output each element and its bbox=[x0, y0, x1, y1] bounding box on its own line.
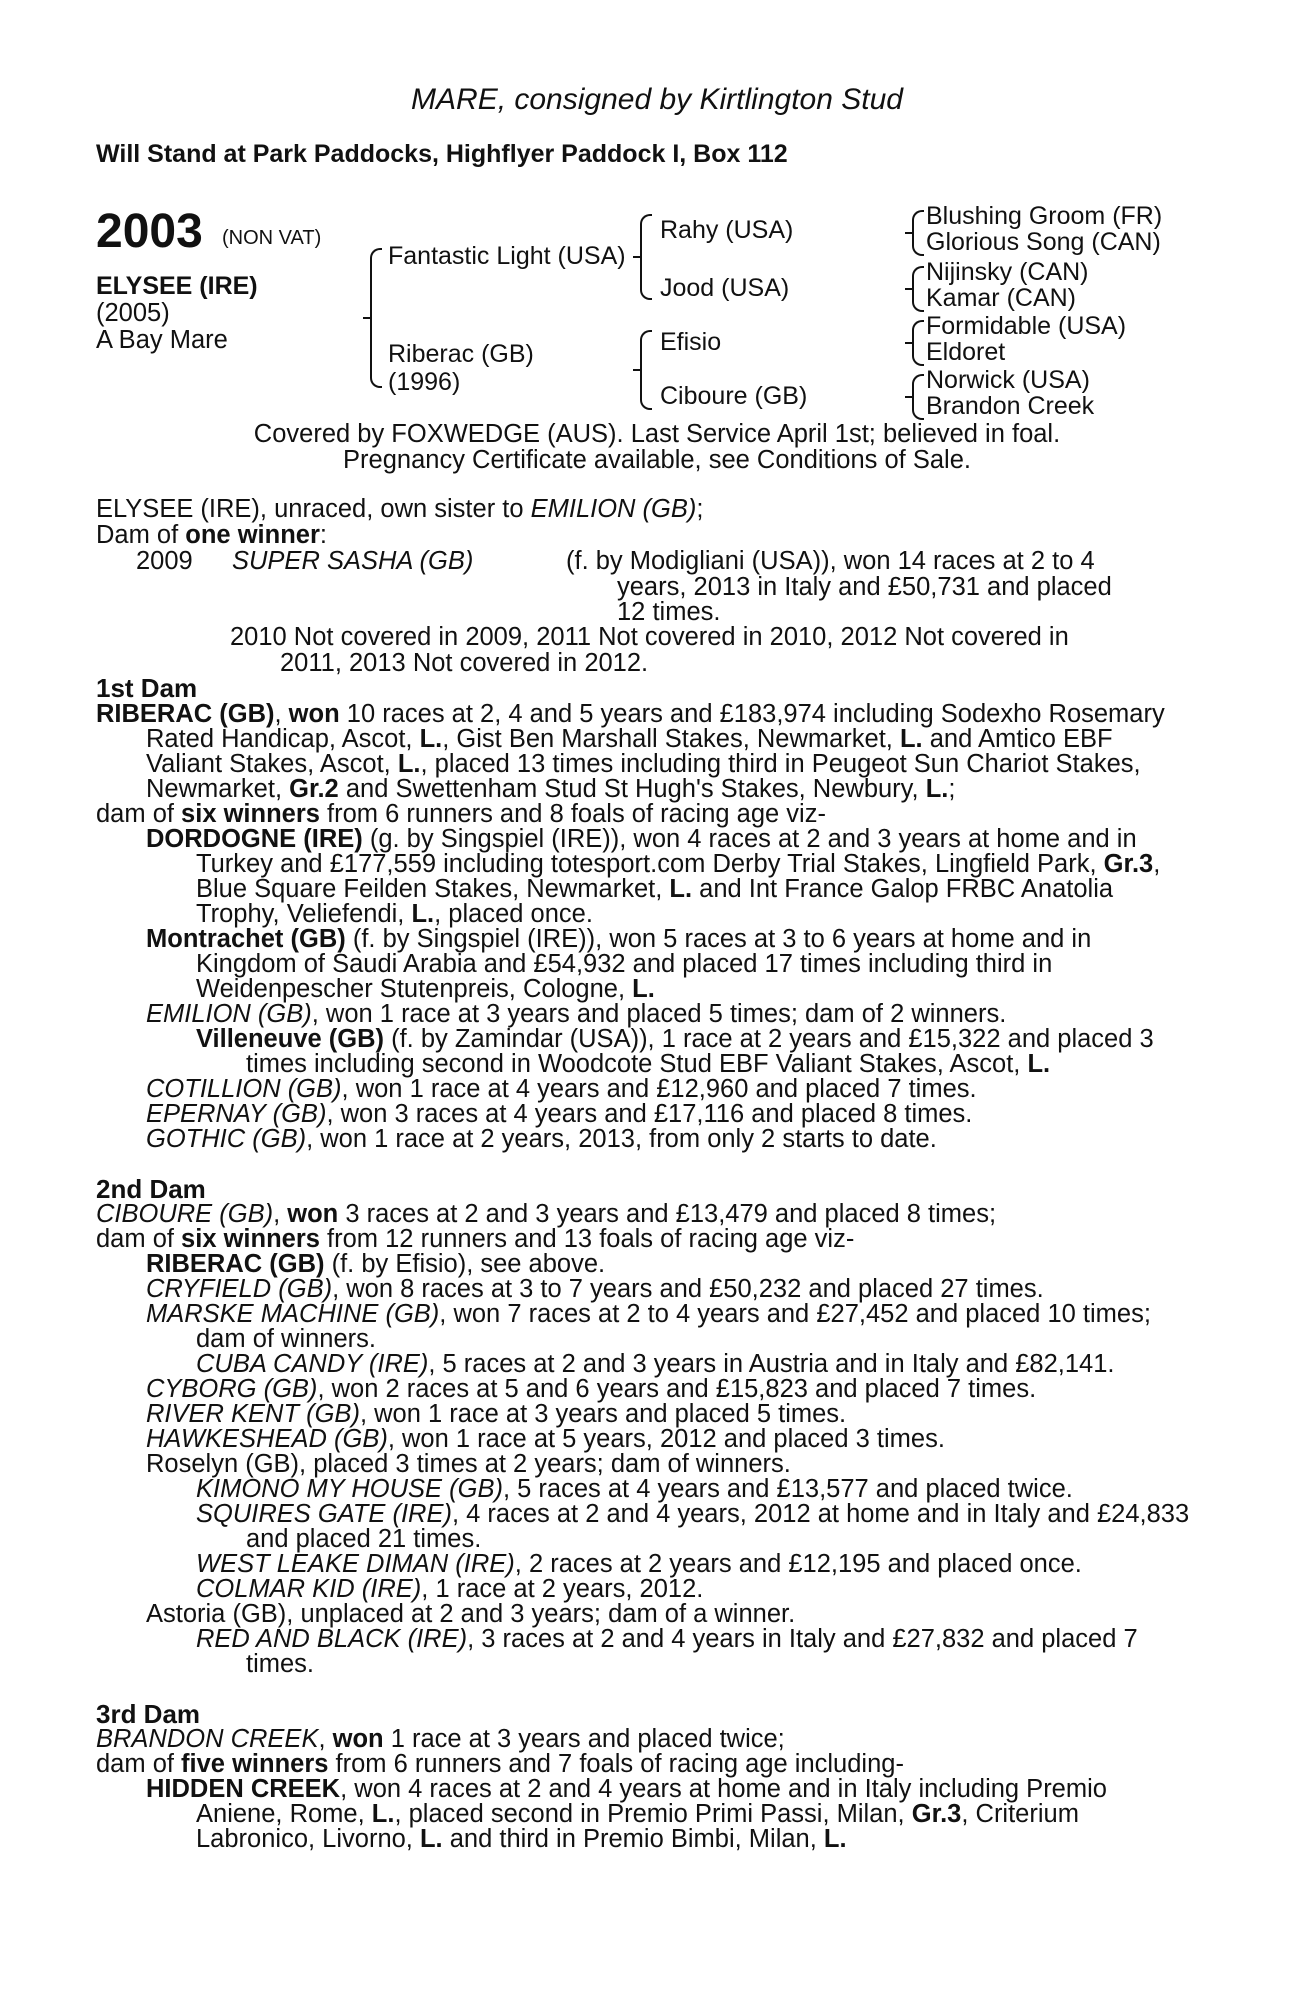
progeny-line: RED AND BLACK (IRE), 3 races at 2 and 4 years in Italy and £27,832 and placed 7 bbox=[196, 1625, 1138, 1653]
pedigree-brace-g78 bbox=[912, 374, 924, 420]
pedigree-dam-sire: Efisio bbox=[660, 328, 722, 356]
pedigree-gg-1: Blushing Groom (FR) bbox=[926, 202, 1163, 230]
dam-of-line: Dam of one winner: bbox=[96, 521, 327, 549]
progeny-line: Trophy, Veliefendi, L., placed once. bbox=[196, 900, 593, 928]
progeny-line: CUBA CANDY (IRE), 5 races at 2 and 3 years in Austria and in Italy and £82,141. bbox=[196, 1350, 1115, 1378]
dam-of-summary: dam of five winners from 6 runners and 7 foals of racing age including- bbox=[96, 1750, 904, 1778]
progeny-line: Labronico, Livorno, L. and third in Premio Bimbi, Milan, L. bbox=[196, 1825, 847, 1853]
progeny-line: KIMONO MY HOUSE (GB), 5 races at 4 years and £13,577 and placed twice. bbox=[196, 1475, 1073, 1503]
progeny-line: EPERNAY (GB), won 3 races at 4 years and £17,116 and placed 8 times. bbox=[146, 1100, 973, 1128]
dam-entry-line: Valiant Stakes, Ascot, L., placed 13 times including third in Peugeot Sun Chariot Stakes, bbox=[146, 750, 1141, 778]
dam-entry-line: BRANDON CREEK, won 1 race at 3 years and placed twice; bbox=[96, 1725, 785, 1753]
pedigree-dam: Riberac (GB) bbox=[388, 340, 534, 368]
pedigree-dam-year: (1996) bbox=[388, 368, 461, 396]
pedigree-sire: Fantastic Light (USA) bbox=[388, 242, 626, 270]
pedigree-dam-dam: Ciboure (GB) bbox=[660, 382, 808, 410]
progeny-line: times including second in Woodcote Stud EBF Valiant Stakes, Ascot, L. bbox=[246, 1050, 1051, 1078]
produce-foal-line: years, 2013 in Italy and £50,731 and placed bbox=[617, 573, 1112, 601]
covering-year: 2003 bbox=[96, 205, 203, 258]
section-heading-1st-dam: 1st Dam bbox=[96, 673, 198, 703]
progeny-line: HAWKESHEAD (GB), won 1 race at 5 years, 2012 and placed 3 times. bbox=[146, 1425, 945, 1453]
progeny-line: MARSKE MACHINE (GB), won 7 races at 2 to 4 years and £27,452 and placed 10 times; bbox=[146, 1300, 1151, 1328]
progeny-line: and placed 21 times. bbox=[246, 1525, 482, 1553]
progeny-line: RIVER KENT (GB), won 1 race at 3 years and placed 5 times. bbox=[146, 1400, 847, 1428]
produce-intro: ELYSEE (IRE), unraced, own sister to EMILION (GB); bbox=[96, 495, 704, 523]
progeny-line: RIBERAC (GB) (f. by Efisio), see above. bbox=[146, 1250, 606, 1278]
dam-of-summary: dam of six winners from 6 runners and 8 foals of racing age viz- bbox=[96, 800, 826, 828]
progeny-line: HIDDEN CREEK, won 4 races at 2 and 4 years at home and in Italy including Premio bbox=[146, 1775, 1107, 1803]
pedigree-brace-dam bbox=[640, 330, 652, 410]
produce-foal-name: SUPER SASHA (GB) bbox=[232, 547, 474, 575]
pedigree-brace-main bbox=[370, 248, 382, 388]
produce-foal-line: 12 times. bbox=[617, 598, 721, 626]
section-heading-3rd-dam: 3rd Dam bbox=[96, 1699, 201, 1729]
produce-year: 2009 bbox=[136, 547, 193, 575]
progeny-line: Turkey and £177,559 including totesport.com Derby Trial Stakes, Lingfield Park, Gr.3, bbox=[196, 850, 1161, 878]
horse-foaled-year: (2005) bbox=[96, 299, 170, 327]
progeny-line: Blue Square Feilden Stakes, Newmarket, L. and Int France Galop FRBC Anatolia bbox=[196, 875, 1114, 903]
dam-entry-line: CIBOURE (GB), won 3 races at 2 and 3 years and £13,479 and placed 8 times; bbox=[96, 1200, 997, 1228]
dam-of-summary: dam of six winners from 12 runners and 13 foals of racing age viz- bbox=[96, 1225, 855, 1253]
progeny-line: Astoria (GB), unplaced at 2 and 3 years; dam of a winner. bbox=[146, 1600, 796, 1628]
pedigree-brace-g56 bbox=[912, 320, 924, 366]
covering-note: Covered by FOXWEDGE (AUS). Last Service April 1st; believed in foal. bbox=[253, 420, 1061, 448]
progeny-line: Roselyn (GB), placed 3 times at 2 years; dam of winners. bbox=[146, 1450, 791, 1478]
progeny-line: Aniene, Rome, L., placed second in Premio Primi Passi, Milan, Gr.3, Criterium bbox=[196, 1800, 1079, 1828]
produce-foal-line: (f. by Modigliani (USA)), won 14 races at 2 to 4 bbox=[566, 547, 1095, 575]
pedigree-sire-sire: Rahy (USA) bbox=[660, 216, 794, 244]
stand-location: Will Stand at Park Paddocks, Highflyer Paddock I, Box 112 bbox=[96, 140, 788, 168]
section-heading-2nd-dam: 2nd Dam bbox=[96, 1174, 206, 1204]
progeny-line: times. bbox=[246, 1650, 315, 1678]
progeny-line: Kingdom of Saudi Arabia and £54,932 and placed 17 times including third in bbox=[196, 950, 1053, 978]
pedigree-brace-g12 bbox=[912, 210, 924, 256]
consignor-heading: MARE, consigned by Kirtlington Stud bbox=[411, 83, 903, 116]
progeny-line: COTILLION (GB), won 1 race at 4 years and £12,960 and placed 7 times. bbox=[146, 1075, 977, 1103]
horse-description: A Bay Mare bbox=[96, 326, 228, 354]
pregnancy-note: Pregnancy Certificate available, see Conditions of Sale. bbox=[343, 446, 971, 474]
pedigree-gg-7: Norwick (USA) bbox=[926, 366, 1090, 394]
vat-note: (NON VAT) bbox=[222, 227, 322, 249]
pedigree-brace-sire bbox=[640, 214, 652, 300]
progeny-line: DORDOGNE (IRE) (g. by Singspiel (IRE)), won 4 races at 2 and 3 years at home and in bbox=[146, 825, 1137, 853]
progeny-line: dam of winners. bbox=[196, 1325, 376, 1353]
progeny-line: CYBORG (GB), won 2 races at 5 and 6 years and £15,823 and placed 7 times. bbox=[146, 1375, 1037, 1403]
dam-entry-line: Newmarket, Gr.2 and Swettenham Stud St Hugh's Stakes, Newbury, L.; bbox=[146, 775, 956, 803]
progeny-line: GOTHIC (GB), won 1 race at 2 years, 2013, from only 2 starts to date. bbox=[146, 1125, 937, 1153]
pedigree-gg-5: Formidable (USA) bbox=[926, 312, 1127, 340]
progeny-line: SQUIRES GATE (IRE), 4 races at 2 and 4 years, 2012 at home and in Italy and £24,833 bbox=[196, 1500, 1190, 1528]
progeny-line: Weidenpescher Stutenpreis, Cologne, L. bbox=[196, 975, 655, 1003]
pedigree-gg-2: Glorious Song (CAN) bbox=[926, 228, 1161, 256]
progeny-line: EMILION (GB), won 1 race at 3 years and placed 5 times; dam of 2 winners. bbox=[146, 1000, 1007, 1028]
dam-entry-line: RIBERAC (GB), won 10 races at 2, 4 and 5 years and £183,974 including Sodexho Rosemary bbox=[96, 700, 1165, 728]
pedigree-sire-dam: Jood (USA) bbox=[660, 274, 790, 302]
progeny-line: Montrachet (GB) (f. by Singspiel (IRE)), won 5 races at 3 to 6 years at home and in bbox=[146, 925, 1092, 953]
pedigree-gg-3: Nijinsky (CAN) bbox=[926, 258, 1089, 286]
progeny-line: COLMAR KID (IRE), 1 race at 2 years, 2012. bbox=[196, 1575, 704, 1603]
progeny-line: WEST LEAKE DIMAN (IRE), 2 races at 2 years and £12,195 and placed once. bbox=[196, 1550, 1082, 1578]
progeny-line: CRYFIELD (GB), won 8 races at 3 to 7 years and £50,232 and placed 27 times. bbox=[146, 1275, 1044, 1303]
produce-later-line: 2010 Not covered in 2009, 2011 Not covered in 2010, 2012 Not covered in bbox=[230, 623, 1069, 651]
produce-later-line: 2011, 2013 Not covered in 2012. bbox=[280, 649, 649, 677]
pedigree-gg-6: Eldoret bbox=[926, 338, 1006, 366]
pedigree-gg-4: Kamar (CAN) bbox=[926, 284, 1077, 312]
dam-entry-line: Rated Handicap, Ascot, L., Gist Ben Marshall Stakes, Newmarket, L. and Amtico EBF bbox=[146, 725, 1113, 753]
horse-name: ELYSEE (IRE) bbox=[96, 272, 258, 300]
pedigree-gg-8: Brandon Creek bbox=[926, 392, 1095, 420]
progeny-line: Villeneuve (GB) (f. by Zamindar (USA)), 1 race at 2 years and £15,322 and placed 3 bbox=[196, 1025, 1154, 1053]
pedigree-brace-g34 bbox=[912, 266, 924, 312]
